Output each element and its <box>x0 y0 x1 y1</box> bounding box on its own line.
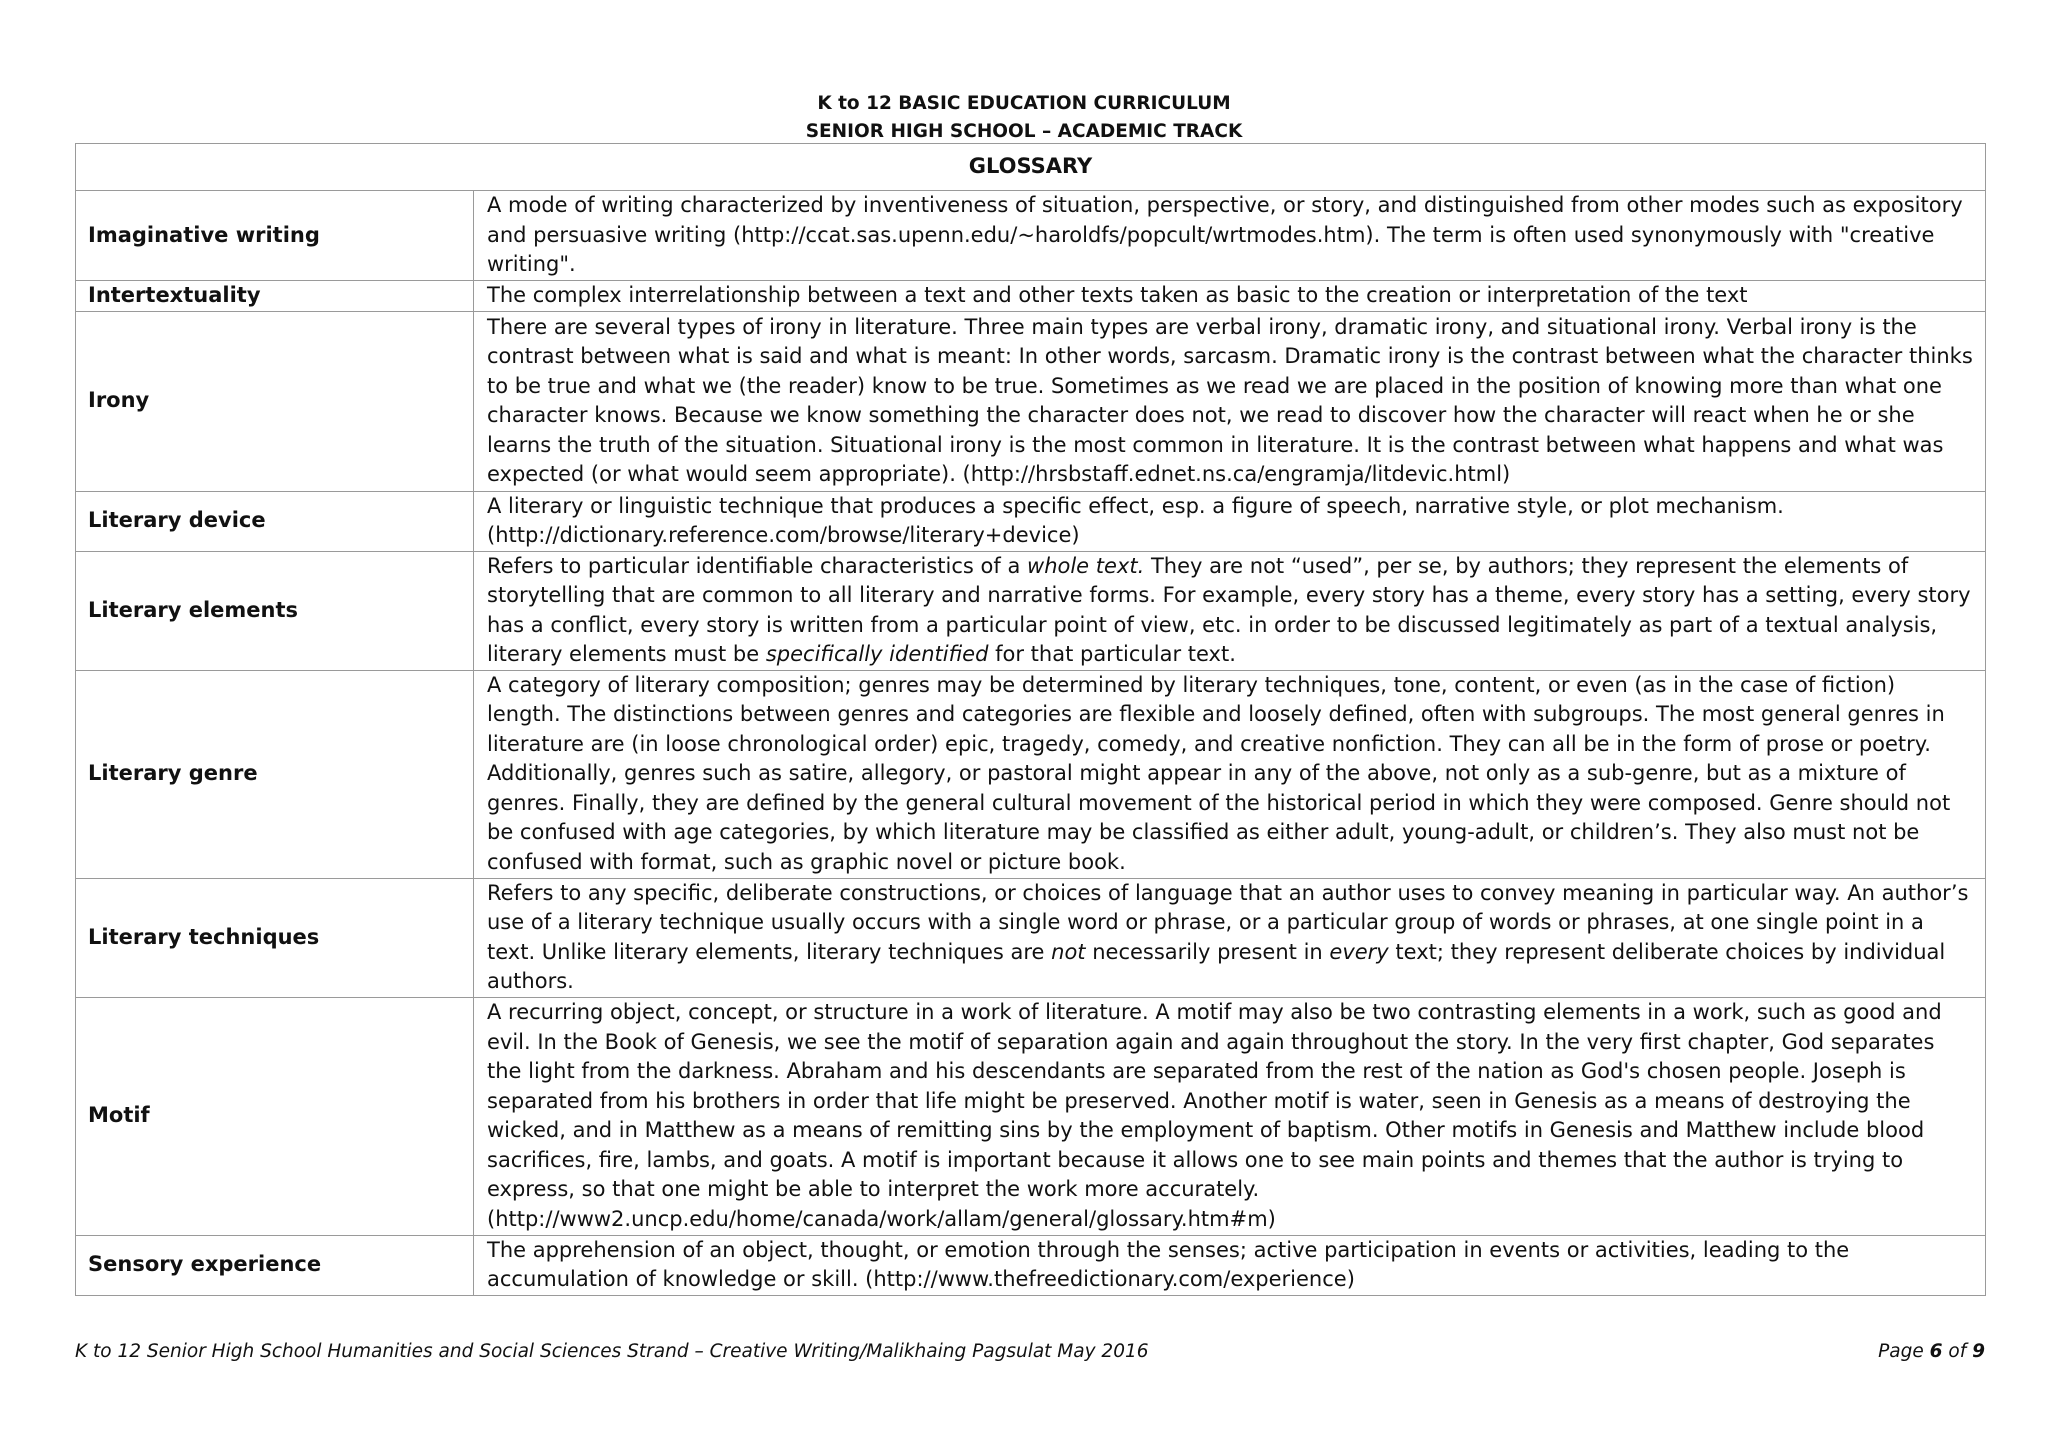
glossary-definition: The apprehension of an object, thought, or emotion through the senses; active participation in events or activities, leading to the accumulation of knowledge or skill. (http://www.thefreedictionary.com/experience) <box>474 1235 1986 1295</box>
definition-text: They are not “used”, per se, by authors; they represent the elements of storytelling that are common to all literary and narrative forms. For example, every story has a theme, every story has a setting, every story has a conflict, every story is written from a particular point of view, etc. in order to be discussed legitimately as part of a textual analysis, literary elements must be <box>487 553 1971 666</box>
glossary-definition: A mode of writing characterized by inventiveness of situation, perspective, or story, and distinguished from other modes such as expository and persuasive writing (http://ccat.sas.upenn.edu/~haroldfs/popcult/wrtmodes.htm). The term is often used synonymously with "creative writing". <box>474 191 1986 281</box>
definition-emphasis: specifically identified <box>765 642 989 666</box>
footer-document-title: K to 12 Senior High School Humanities and Social Sciences Strand – Creative Writing/Malikhaing Pagsulat May 2016 <box>75 1341 1149 1362</box>
definition-text: necessarily present in <box>1085 939 1330 964</box>
glossary-term: Literary genre <box>76 670 474 878</box>
table-row <box>76 491 1986 551</box>
table-row <box>76 997 1986 1235</box>
table-row <box>76 878 1986 997</box>
header-line-2: SENIOR HIGH SCHOOL – ACADEMIC TRACK <box>805 121 1243 142</box>
definition-emphasis: not <box>1051 939 1086 964</box>
table-row <box>76 670 1986 878</box>
glossary-term: Literary device <box>76 491 474 551</box>
glossary-term: Motif <box>76 997 474 1235</box>
glossary-definition: The complex interrelationship between a text and other texts taken as basic to the creation or interpretation of the text <box>474 281 1986 312</box>
glossary-definition: A literary or linguistic technique that produces a specific effect, esp. a figure of speech, narrative style, or plot mechanism. (http://dictionary.reference.com/browse/literary+device) <box>474 491 1986 551</box>
page-of: of <box>1942 1341 1973 1362</box>
glossary-definition: A recurring object, concept, or structure in a work of literature. A motif may also be two contrasting elements in a work, such as good and evil. In the Book of Genesis, we see the motif of separation again and again throughout the story. In the very first chapter, God separates the light from the darkness. Abraham and his descendants are separated from the rest of the nation as God's chosen people. Joseph is separated from his brothers in order that life might be preserved. Another motif is water, seen in Genesis as a means of destroying the wicked, and in Matthew as a means of remitting sins by the employment of baptism. Other motifs in Genesis and Matthew include blood sacrifices, fire, lambs, and goats. A motif is important because it allows one to see main points and themes that the author is trying to express, so that one might be able to interpret the work more accurately. (http://www2.uncp.edu/home/canada/work/allam/general/glossary.htm#m) <box>474 997 1986 1235</box>
glossary-term: Intertextuality <box>76 281 474 312</box>
table-row <box>76 311 1986 491</box>
glossary-definition <box>474 878 1986 997</box>
definition-text: Refers to any specific, deliberate constructions, or choices of language that an author uses to convey meaning in particular way. An author’s use of a literary technique usually occurs with a single word or phrase, or a particular group of words or phrases, at one single point in a text. Unlike literary elements, literary techniques are <box>487 880 1969 964</box>
glossary-term: Literary techniques <box>76 878 474 997</box>
table-row <box>76 191 1986 281</box>
glossary-table <box>75 143 1986 1296</box>
footer-page-number <box>1878 1339 1985 1365</box>
glossary-title-row <box>76 144 1986 191</box>
document-header <box>0 90 2048 146</box>
glossary-term: Sensory experience <box>76 1235 474 1295</box>
definition-text: Refers to particular identifiable characteristics of a <box>487 553 1028 578</box>
definition-text: text; they represent deliberate choices by individual authors. <box>487 939 1946 993</box>
glossary-term: Irony <box>76 311 474 491</box>
definition-emphasis: every <box>1329 939 1389 964</box>
page-total: 9 <box>1972 1341 1985 1362</box>
header-line-1: K to 12 BASIC EDUCATION CURRICULUM <box>817 93 1231 114</box>
table-row <box>76 1235 1986 1295</box>
glossary-definition: A category of literary composition; genres may be determined by literary techniques, tone, content, or even (as in the case of fiction) length. The distinctions between genres and categories are flexible and loosely defined, often with subgroups. The most general genres in literature are (in loose chronological order) epic, tragedy, comedy, and creative nonfiction. They can all be in the form of prose or poetry. Additionally, genres such as satire, allegory, or pastoral might appear in any of the above, not only as a sub-genre, but as a mixture of genres. Finally, they are defined by the general cultural movement of the historical period in which they were composed. Genre should not be confused with age categories, by which literature may be classified as either adult, young-adult, or children’s. They also must not be confused with format, such as graphic novel or picture book. <box>474 670 1986 878</box>
glossary-definition <box>474 551 1986 670</box>
table-row <box>76 551 1986 670</box>
glossary-definition: There are several types of irony in literature. Three main types are verbal irony, dramatic irony, and situational irony. Verbal irony is the contrast between what is said and what is meant: In other words, sarcasm. Dramatic irony is the contrast between what the character thinks to be true and what we (the reader) know to be true. Sometimes as we read we are placed in the position of knowing more than what one character knows. Because we know something the character does not, we read to discover how the character will react when he or she learns the truth of the situation. Situational irony is the most common in literature. It is the contrast between what happens and what was expected (or what would seem appropriate). (http://hrsbstaff.ednet.ns.ca/engramja/litdevic.html) <box>474 311 1986 491</box>
definition-text: for that particular text. <box>988 642 1236 666</box>
table-row <box>76 281 1986 312</box>
definition-emphasis: whole text. <box>1027 553 1145 578</box>
glossary-term: Literary elements <box>76 551 474 670</box>
glossary-term: Imaginative writing <box>76 191 474 281</box>
page-prefix: Page <box>1878 1341 1930 1362</box>
page-current: 6 <box>1929 1341 1943 1362</box>
glossary-title: GLOSSARY <box>76 144 1986 191</box>
